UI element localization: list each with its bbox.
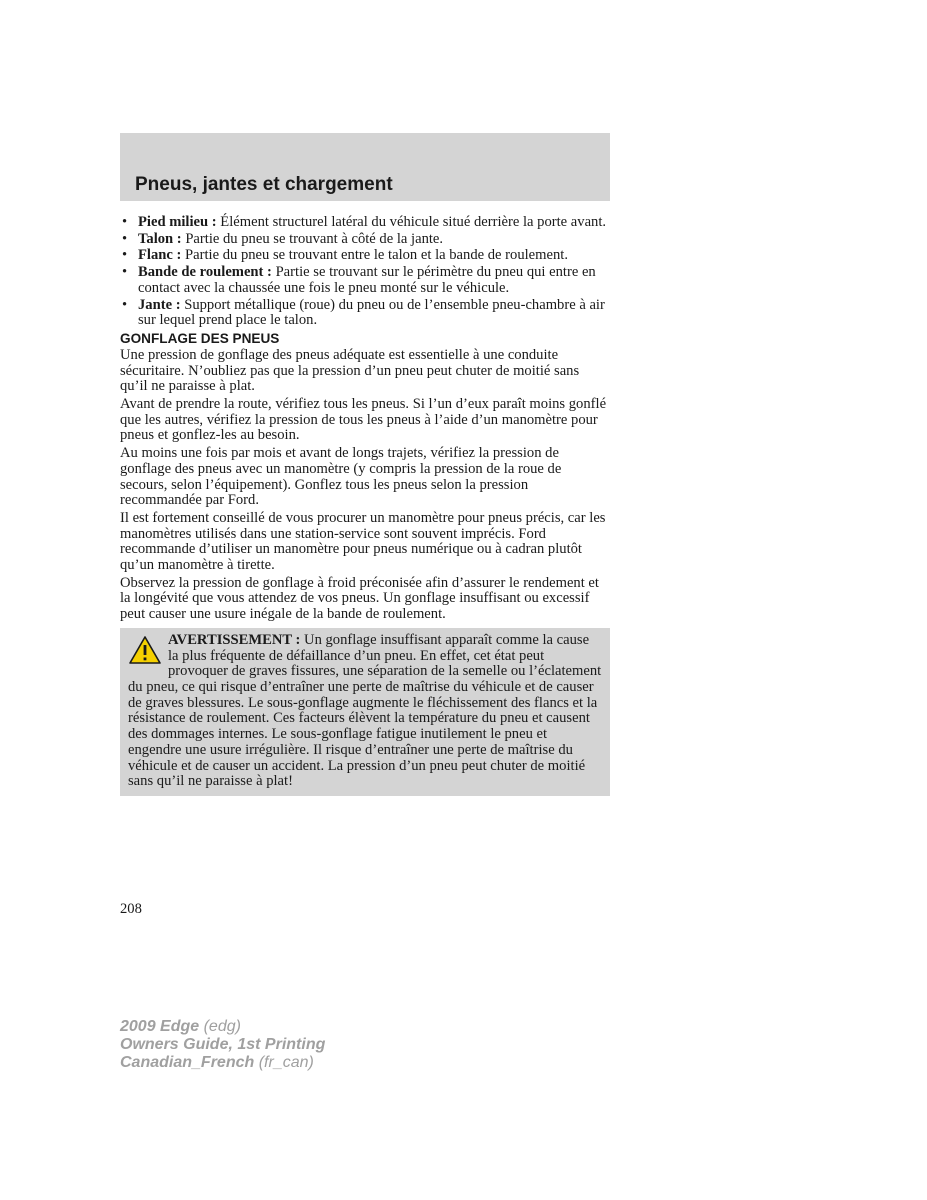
body-paragraph: Au moins une fois par mois et avant de longs trajets, vérifiez la pression de gonflage des pneus avec un manomètre (y compris la pression de la roue de secours, selon l’équipement). Gonflez tous les pneus selon la pression recommandée par Ford. [120, 445, 562, 509]
body-paragraph: Il est fortement conseillé de vous procurer un manomètre pour pneus précis, car les manomètres utilisés dans une station-service sont souvent imprécis. Ford recommande d’utiliser un manomètre pour pneus numérique ou à cadran plutôt qu’un manomètre à tirette. [120, 509, 606, 574]
definition-text: Partie du pneu se trouvant à côté de la jante. [181, 230, 444, 247]
definition-term: Bande de roulement : [138, 264, 272, 281]
footer-model: 2009 Edge [120, 1018, 200, 1035]
definition-text: Support métallique (roue) du pneu ou de l’ensemble pneu-chambre à air sur lequel prend place le talon. [138, 296, 605, 329]
definition-text: Élément structurel latéral du véhicule situé derrière la porte avant. [216, 214, 607, 230]
definition-term: Jante : [138, 296, 181, 313]
footer-line [120, 1054, 325, 1072]
list-item [120, 232, 610, 248]
definition-list [120, 215, 610, 329]
list-item [120, 265, 610, 296]
page-number: 208 [120, 901, 142, 917]
bullet-icon: • [122, 230, 128, 247]
document-footer [120, 1018, 325, 1072]
page-content [120, 215, 610, 796]
footer-model-code: (edg) [199, 1018, 241, 1035]
definition-term: Pied milieu : [138, 214, 217, 230]
footer-line [120, 1036, 325, 1054]
warning-triangle-icon [128, 635, 162, 665]
definition-term: Talon : [138, 230, 182, 247]
body-paragraph: Avant de prendre la route, vérifiez tous les pneus. Si l’un d’eux paraît moins gonflé que les autres, vérifiez la pression de tous les pneus à l’aide d’un manomètre pour pneus et gonflez-les au besoin. [120, 396, 607, 444]
warning-text: Un gonflage insuffisant apparaît comme la cause la plus fréquente de défaillance d’un pneu. En effet, cet état peut provoquer de graves fissures, une séparation de la semelle ou l’éclatement du pneu, ce qui risque d’entraîner une perte de maîtrise du véhicule et de causer de graves blessures. Le sous-gonflage augmente le fléchissement des flancs et la résistance de roulement. Ces facteurs élèvent la température du pneu et causent des dommages internes. Le sous-gonflage fatigue inutilement le pneu et engendre une usure irrégulière. Il risque d’entraîner une perte de maîtrise du véhicule et de causer un accident. La pression d’un pneu peut chuter de moitié sans qu’il ne paraisse à plat! [128, 631, 602, 790]
section-heading: GONFLAGE DES PNEUS [120, 330, 280, 346]
definition-term: Flanc : [138, 247, 182, 264]
warning-box [120, 628, 610, 796]
bullet-icon: • [122, 247, 128, 264]
definition-text: Partie du pneu se trouvant entre le talon et la bande de roulement. [181, 247, 568, 264]
footer-edition: Owners Guide, 1st Printing [120, 1036, 326, 1053]
footer-line [120, 1018, 325, 1036]
section-header-band [120, 133, 610, 201]
section-title: Pneus, jantes et chargement [135, 174, 393, 195]
footer-language-code: (fr_can) [254, 1054, 314, 1071]
footer-language: Canadian_French [120, 1054, 255, 1071]
bullet-icon: • [122, 214, 128, 230]
definition-text: Partie se trouvant sur le périmètre du pneu qui entre en contact avec la chaussée une fois le pneu monté sur le véhicule. [138, 264, 596, 296]
warning-label: AVERTISSEMENT : [168, 631, 301, 648]
body-paragraph: Observez la pression de gonflage à froid préconisée afin d’assurer le rendement et la longévité que vous attendez de vos pneus. Un gonflage insuffisant ou excessif peut causer une usure inégale de la bande de roulement. [120, 574, 599, 623]
bullet-icon: • [122, 296, 128, 313]
list-item [120, 298, 610, 329]
bullet-icon: • [122, 264, 128, 281]
list-item [120, 248, 610, 264]
list-item [120, 215, 610, 231]
body-paragraph: Une pression de gonflage des pneus adéquate est essentielle à une conduite sécuritaire. N’oubliez pas que la pression d’un pneu peut chuter de moitié sans qu’il ne paraisse à plat. [120, 346, 580, 395]
